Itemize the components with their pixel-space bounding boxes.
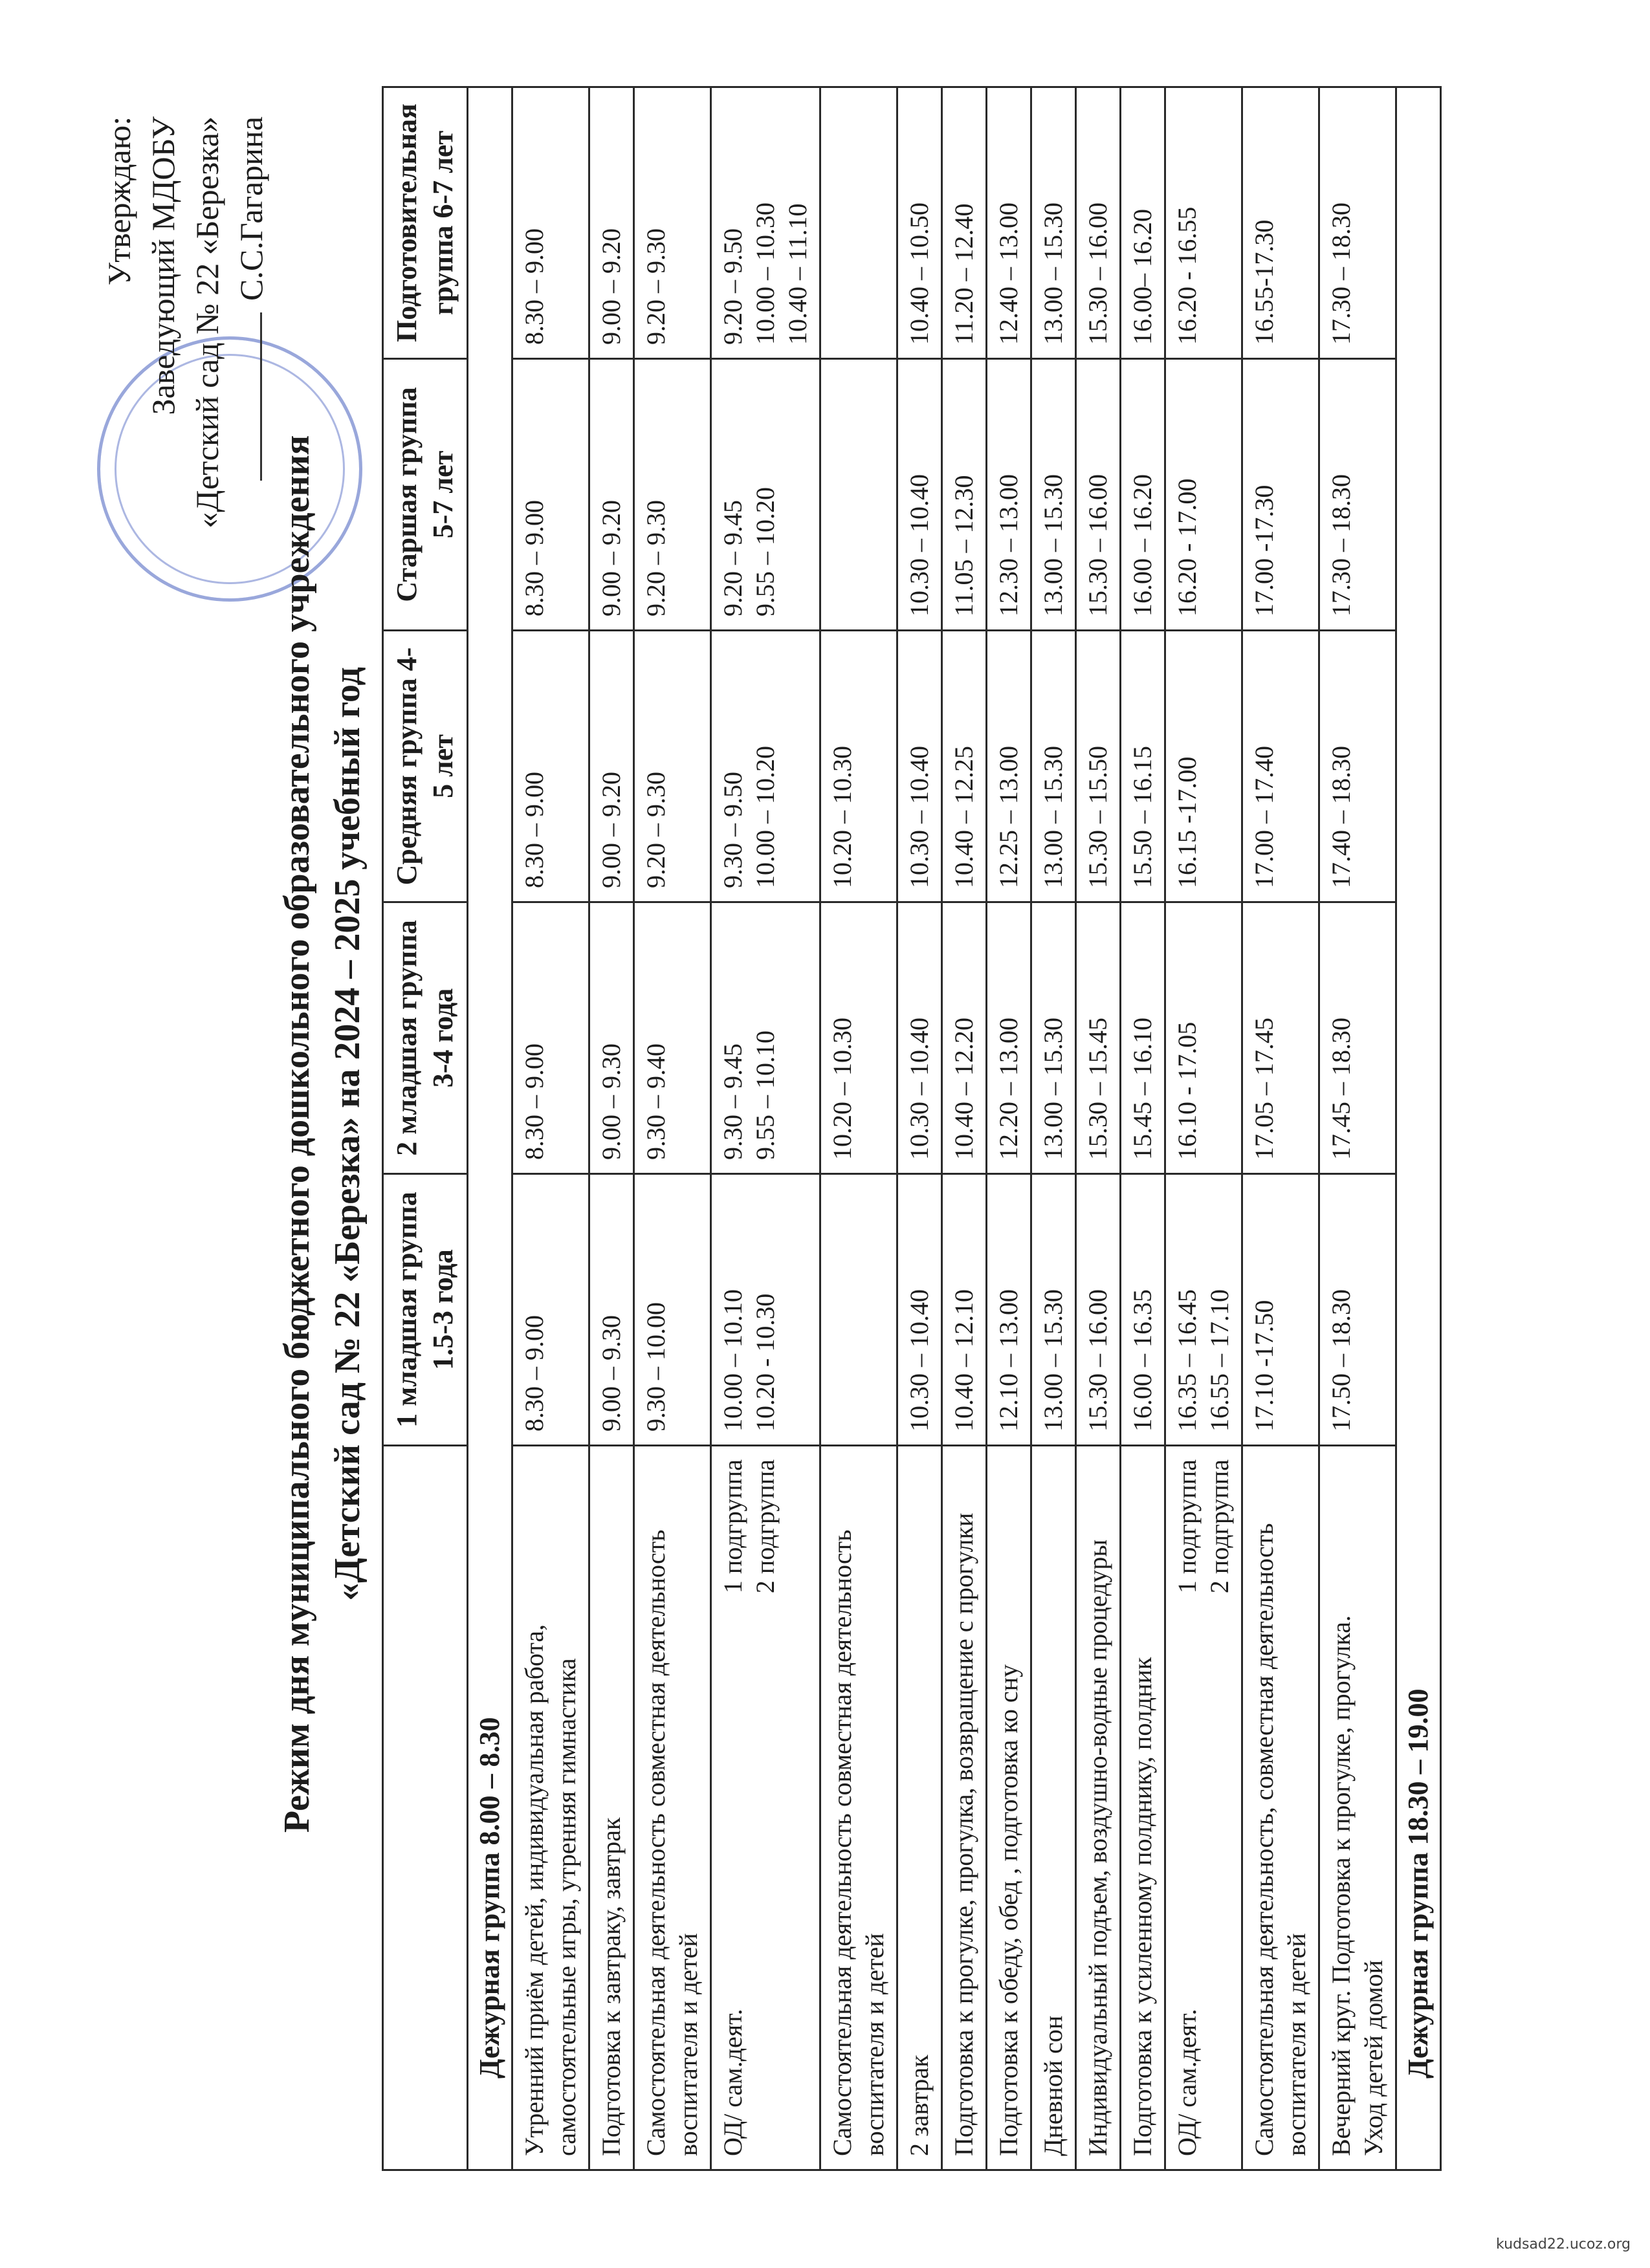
header-activity (383, 1446, 468, 2170)
time-cell-group-5: 8.30 – 9.00 (512, 87, 589, 359)
time-cell-group-5: 16.00– 16.20 (1121, 87, 1165, 359)
time-cell-group-3: 15.30 – 15.50 (1076, 631, 1121, 902)
schedule-table (382, 86, 1442, 2171)
activity-cell (1242, 1446, 1319, 2170)
header-group-3: Средняя группа 4-5 лет (383, 631, 468, 902)
time-cell-group-2: 17.45 – 18.30 (1319, 902, 1396, 1174)
time-cell-group-1: 12.10 – 13.00 (987, 1174, 1031, 1446)
time-cell-group-4: 16.00 – 16.20 (1121, 359, 1165, 631)
time-cell-group-3: 10.30 – 10.40 (897, 631, 942, 902)
header-group-4: Старшая группа 5-7 лет (383, 359, 468, 631)
activity-cell (820, 1446, 897, 2170)
time-cell-group-5: 16.20 - 16.55 (1165, 87, 1242, 359)
time-cell-group-4: 12.30 – 13.00 (987, 359, 1031, 631)
time-cell-group-1: 10.00 – 10.10 10.20 - 10.30 (711, 1174, 820, 1446)
time-cell-group-5: 15.30 – 16.00 (1076, 87, 1121, 359)
activity-label: Подготовка к обеду, обед , подготовка ко сну (994, 1664, 1023, 2156)
time-cell-group-4: 9.20 – 9.30 (634, 359, 711, 631)
activity-cell (1031, 1446, 1076, 2170)
time-cell-group-4: 15.30 – 16.00 (1076, 359, 1121, 631)
time-cell-group-2: 15.45 – 16.10 (1121, 902, 1165, 1174)
approval-signature-line (229, 116, 273, 699)
time-cell-group-2: 12.20 – 13.00 (987, 902, 1031, 1174)
time-cell-group-1 (820, 1174, 897, 1446)
activity-cell (634, 1446, 711, 2170)
activity-label: Самостоятельная деятельность совместная деятельность воспитателя и детей (641, 1529, 703, 2156)
time-cell-group-4: 13.00 – 15.30 (1031, 359, 1076, 631)
time-cell-group-2: 15.30 – 15.45 (1076, 902, 1121, 1174)
table-body (468, 87, 1441, 2170)
table-row (1031, 87, 1076, 2170)
table-header-row (383, 87, 468, 2170)
activity-cell (987, 1446, 1031, 2170)
table-row (711, 87, 820, 2170)
subgroup-2-label: 2 подгруппа (1205, 1459, 1234, 1594)
time-cell-group-2: 9.00 – 9.30 (589, 902, 634, 1174)
duty-group-morning-label: Дежурная группа 8.00 – 8.30 (468, 87, 512, 2170)
table-row (942, 87, 987, 2170)
activity-cell (942, 1446, 987, 2170)
time-cell-group-1: 9.00 – 9.30 (589, 1174, 634, 1446)
time-cell-group-3: 9.30 – 9.50 10.00 – 10.20 (711, 631, 820, 902)
table-row (897, 87, 942, 2170)
time-cell-group-1: 8.30 – 9.00 (512, 1174, 589, 1446)
activity-label: ОД/ сам.деят. (718, 2009, 747, 2156)
table-row (1076, 87, 1121, 2170)
activity-cell (1076, 1446, 1121, 2170)
document-title (272, 0, 373, 2268)
time-cell-group-2: 13.00 – 15.30 (1031, 902, 1076, 1174)
duty-group-evening-label: Дежурная группа 18.30 – 19.00 (1396, 87, 1441, 2170)
time-cell-group-4: 9.00 – 9.20 (589, 359, 634, 631)
activity-label: Подготовка к прогулке, прогулка, возвращение с прогулки (949, 1512, 978, 2156)
time-cell-group-5: 16.55-17.30 (1242, 87, 1319, 359)
time-cell-group-3: 13.00 – 15.30 (1031, 631, 1076, 902)
time-cell-group-4: 17.00 -17.30 (1242, 359, 1319, 631)
table-row (1121, 87, 1165, 2170)
activity-cell (1165, 1446, 1242, 2170)
time-cell-group-4: 16.20 - 17.00 (1165, 359, 1242, 631)
time-cell-group-3: 17.40 – 18.30 (1319, 631, 1396, 902)
activity-label: Самостоятельная деятельность, совместная деятельность воспитателя и детей (1249, 1523, 1311, 2156)
time-cell-group-2: 17.05 – 17.45 (1242, 902, 1319, 1174)
activity-cell (512, 1446, 589, 2170)
time-cell-group-3: 17.00 – 17.40 (1242, 631, 1319, 902)
activity-cell (897, 1446, 942, 2170)
title-line-2: «Детский сад № 22 «Березка» на 2024 – 2025 учебный год (327, 667, 368, 1601)
activity-cell (711, 1446, 820, 2170)
time-cell-group-5: 17.30 – 18.30 (1319, 87, 1396, 359)
time-cell-group-5: 11.20 – 12.40 (942, 87, 987, 359)
time-cell-group-3: 10.40 – 12.25 (942, 631, 987, 902)
time-cell-group-3: 8.30 – 9.00 (512, 631, 589, 902)
time-cell-group-5: 9.20 – 9.50 10.00 – 10.30 10.40 – 11.10 (711, 87, 820, 359)
activity-label: Дневной сон (1039, 2015, 1068, 2156)
activity-label: 2 завтрак (905, 2055, 934, 2156)
time-cell-group-1: 16.35 – 16.45 16.55 – 17.10 (1165, 1174, 1242, 1446)
activity-label: Самостоятельная деятельность совместная деятельность воспитателя и детей (828, 1529, 889, 2156)
time-cell-group-1: 10.30 – 10.40 (897, 1174, 942, 1446)
site-watermark: kudsad22.ucoz.org (1496, 2236, 1631, 2252)
approval-signer: С.С.Гагарина (233, 116, 269, 301)
activity-label: ОД/ сам.деят. (1172, 2009, 1202, 2156)
time-cell-group-2: 10.40 – 12.20 (942, 902, 987, 1174)
time-cell-group-2: 16.10 - 17.05 (1165, 902, 1242, 1174)
table-row (1319, 87, 1396, 2170)
time-cell-group-2: 8.30 – 9.00 (512, 902, 589, 1174)
time-cell-group-4: 10.30 – 10.40 (897, 359, 942, 631)
time-cell-group-1: 13.00 – 15.30 (1031, 1174, 1076, 1446)
table-row (1242, 87, 1319, 2170)
table-row (820, 87, 897, 2170)
activity-cell (589, 1446, 634, 2170)
time-cell-group-3: 12.25 – 13.00 (987, 631, 1031, 902)
time-cell-group-3: 10.20 – 10.30 (820, 631, 897, 902)
time-cell-group-3: 15.50 – 16.15 (1121, 631, 1165, 902)
header-group-5: Подготовительная группа 6-7 лет (383, 87, 468, 359)
subgroup-2-label: 2 подгруппа (751, 1459, 780, 1594)
time-cell-group-1: 17.50 – 18.30 (1319, 1174, 1396, 1446)
time-cell-group-4: 17.30 – 18.30 (1319, 359, 1396, 631)
time-cell-group-3: 16.15 -17.00 (1165, 631, 1242, 902)
approval-block (97, 116, 273, 699)
time-cell-group-1: 15.30 – 16.00 (1076, 1174, 1121, 1446)
time-cell-group-1: 9.30 – 10.00 (634, 1174, 711, 1446)
signature-underline (260, 312, 262, 481)
header-group-2: 2 младшая группа 3-4 года (383, 902, 468, 1174)
time-cell-group-4: 8.30 – 9.00 (512, 359, 589, 631)
title-line-1: Режим дня муниципального бюджетного дошкольного образовательного учреждения (277, 435, 317, 1833)
time-cell-group-2: 9.30 – 9.40 (634, 902, 711, 1174)
activity-cell (1121, 1446, 1165, 2170)
time-cell-group-3: 9.00 – 9.20 (589, 631, 634, 902)
activity-label: Подготовка к усиленному полднику, полдник (1128, 1657, 1157, 2156)
table-row (634, 87, 711, 2170)
duty-group-morning (468, 87, 512, 2170)
header-group-1: 1 младшая группа 1.5-3 года (383, 1174, 468, 1446)
time-cell-group-4 (820, 359, 897, 631)
time-cell-group-1: 17.10 -17.50 (1242, 1174, 1319, 1446)
approval-line-1: Утверждаю: (101, 116, 137, 286)
activity-label: Подготовка к завтраку, завтрак (597, 1817, 626, 2156)
approval-line-3: «Детский сад № 22 «Березка» (189, 116, 225, 529)
time-cell-group-5: 10.40 – 10.50 (897, 87, 942, 359)
table-row (589, 87, 634, 2170)
time-cell-group-4: 9.20 – 9.45 9.55 – 10.20 (711, 359, 820, 631)
table-row (512, 87, 589, 2170)
approval-line-2: Заведующий МДОБУ (145, 116, 181, 415)
time-cell-group-2: 10.20 – 10.30 (820, 902, 897, 1174)
time-cell-group-1: 10.40 – 12.10 (942, 1174, 987, 1446)
time-cell-group-5 (820, 87, 897, 359)
activity-cell (1319, 1446, 1396, 2170)
time-cell-group-1: 16.00 – 16.35 (1121, 1174, 1165, 1446)
time-cell-group-2: 9.30 – 9.45 9.55 – 10.10 (711, 902, 820, 1174)
time-cell-group-5: 12.40 – 13.00 (987, 87, 1031, 359)
table-row (1165, 87, 1242, 2170)
subgroup-1-label: 1 подгруппа (718, 1459, 747, 1594)
time-cell-group-5: 9.00 – 9.20 (589, 87, 634, 359)
subgroup-1-label: 1 подгруппа (1172, 1459, 1202, 1594)
time-cell-group-3: 9.20 – 9.30 (634, 631, 711, 902)
time-cell-group-2: 10.30 – 10.40 (897, 902, 942, 1174)
table-row (987, 87, 1031, 2170)
activity-label: Утренний приём детей, индивидуальная работа, самостоятельные игры, утренняя гимнастика (520, 1624, 581, 2156)
activity-label: Индивидуальный подъем, воздушно-водные процедуры (1083, 1539, 1112, 2156)
time-cell-group-4: 11.05 – 12.30 (942, 359, 987, 631)
time-cell-group-5: 9.20 – 9.30 (634, 87, 711, 359)
duty-group-evening (1396, 87, 1441, 2170)
time-cell-group-5: 13.00 – 15.30 (1031, 87, 1076, 359)
activity-label: Вечерний круг. Подготовка к прогулке, прогулка. Уход детей домой (1326, 1615, 1388, 2156)
